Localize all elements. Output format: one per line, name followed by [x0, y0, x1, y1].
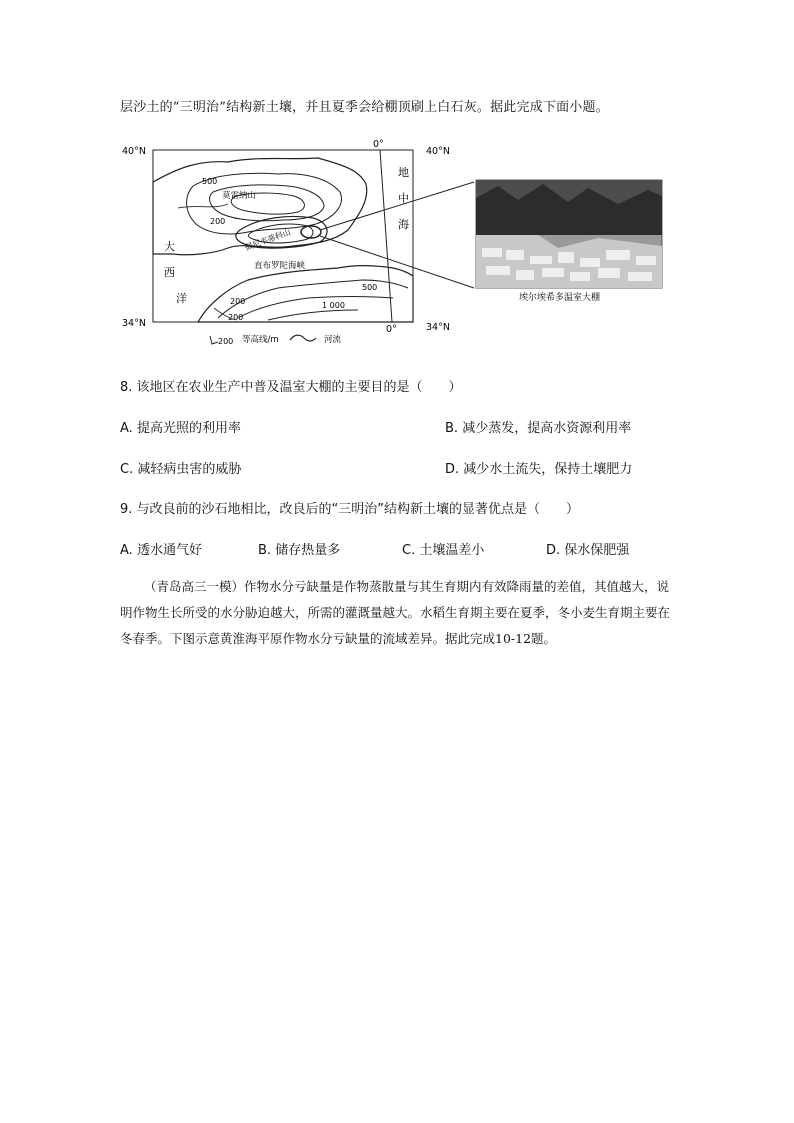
option-text: 保水保肥强: [564, 543, 630, 558]
option-text: 提高光照的利用率: [136, 421, 241, 436]
question-8-option-c[interactable]: [120, 458, 241, 477]
question-8-option-b[interactable]: [445, 417, 631, 436]
map-figure: [118, 138, 678, 353]
option-letter: B.: [258, 543, 272, 558]
question-8-stem: 8. 该地区在农业生产中普及温室大棚的主要目的是（ ）: [120, 380, 462, 395]
strait-label: 直布罗陀海峡: [254, 261, 306, 271]
question-9-stem: 9. 与改良前的沙石地相比，改良后的“三明治”结构新土壤的显著优点是（ ）: [120, 502, 580, 517]
question-9-option-c[interactable]: [402, 539, 484, 558]
sea-label-3: 海: [398, 218, 409, 231]
option-text: 透水通气好: [136, 543, 202, 558]
contour-label: 500: [202, 177, 218, 186]
option-letter: A.: [120, 421, 133, 436]
intro-line: 层沙土的“三明治”结构新土壤，并且夏季会给棚顶刷上白石灰。据此完成下面小题。: [120, 100, 609, 115]
lon-top-label: 0°: [373, 139, 384, 150]
option-text: 减少水土流失，保持土壤肥力: [463, 462, 633, 477]
question-9-option-d[interactable]: [546, 539, 629, 558]
option-letter: C.: [120, 462, 134, 477]
meridian-line: [380, 150, 392, 322]
option-letter: B.: [445, 421, 459, 436]
lat-top-right-label: 40°N: [426, 146, 450, 157]
legend-contour-value: 200: [218, 337, 234, 346]
lat-bottom-left-label: 34°N: [122, 318, 146, 329]
lat-bottom-right-label: 34°N: [426, 322, 450, 333]
legend-river-label: 河流: [324, 335, 342, 345]
contour-label: 200: [230, 297, 246, 306]
greenhouse-photo: [476, 180, 662, 288]
mountain-label: 莫雷纳山: [222, 191, 257, 201]
ocean-label-1: 大: [164, 240, 175, 253]
option-letter: D.: [546, 543, 561, 558]
option-text: 减少蒸发，提高水资源利用率: [462, 421, 632, 436]
lat-top-left-label: 40°N: [122, 146, 146, 157]
contour-legend-symbol: [210, 336, 218, 344]
photo-caption: 埃尔埃希多温室大棚: [519, 293, 601, 303]
contour-label: 500: [362, 283, 378, 292]
sea-label-2: 中: [398, 192, 409, 205]
question-8-option-d[interactable]: [445, 458, 632, 477]
contour-label: 200: [228, 313, 244, 322]
option-letter: A.: [120, 543, 133, 558]
sea-label-1: 地: [398, 166, 409, 179]
question-9-option-a[interactable]: [120, 539, 202, 558]
passage-text: （青岛高三一模）作物水分亏缺量是作物蒸散量与其生育期内有效降雨量的差值，其值越大，说明作物生长所受的水分胁迫越大，所需的灌溉量越大。水稻生育期主要在夏季，冬小麦生育期主要在冬春季。下图示意黄淮海平原作物水分亏缺量的流域差异。据此完成10-12题。: [120, 579, 671, 646]
ocean-label-2: 西: [164, 266, 175, 279]
lon-bottom-label: 0°: [386, 324, 397, 335]
option-text: 储存热量多: [275, 543, 341, 558]
river-legend-symbol: [290, 335, 316, 341]
contour-label: 1 000: [322, 301, 345, 310]
option-letter: D.: [445, 462, 460, 477]
range-label: 佩尼韦蒂科山: [243, 227, 293, 253]
ocean-label-3: 洋: [176, 292, 187, 305]
option-text: 减轻病虫害的威胁: [137, 462, 242, 477]
option-letter: C.: [402, 543, 416, 558]
option-text: 土壤温差小: [419, 543, 485, 558]
legend-contour-label: 等高线/m: [242, 335, 279, 345]
contour-label: 200: [210, 217, 226, 226]
passage-paragraph: [120, 574, 676, 652]
question-8-option-a[interactable]: [120, 417, 241, 436]
question-9-option-b[interactable]: [258, 539, 340, 558]
